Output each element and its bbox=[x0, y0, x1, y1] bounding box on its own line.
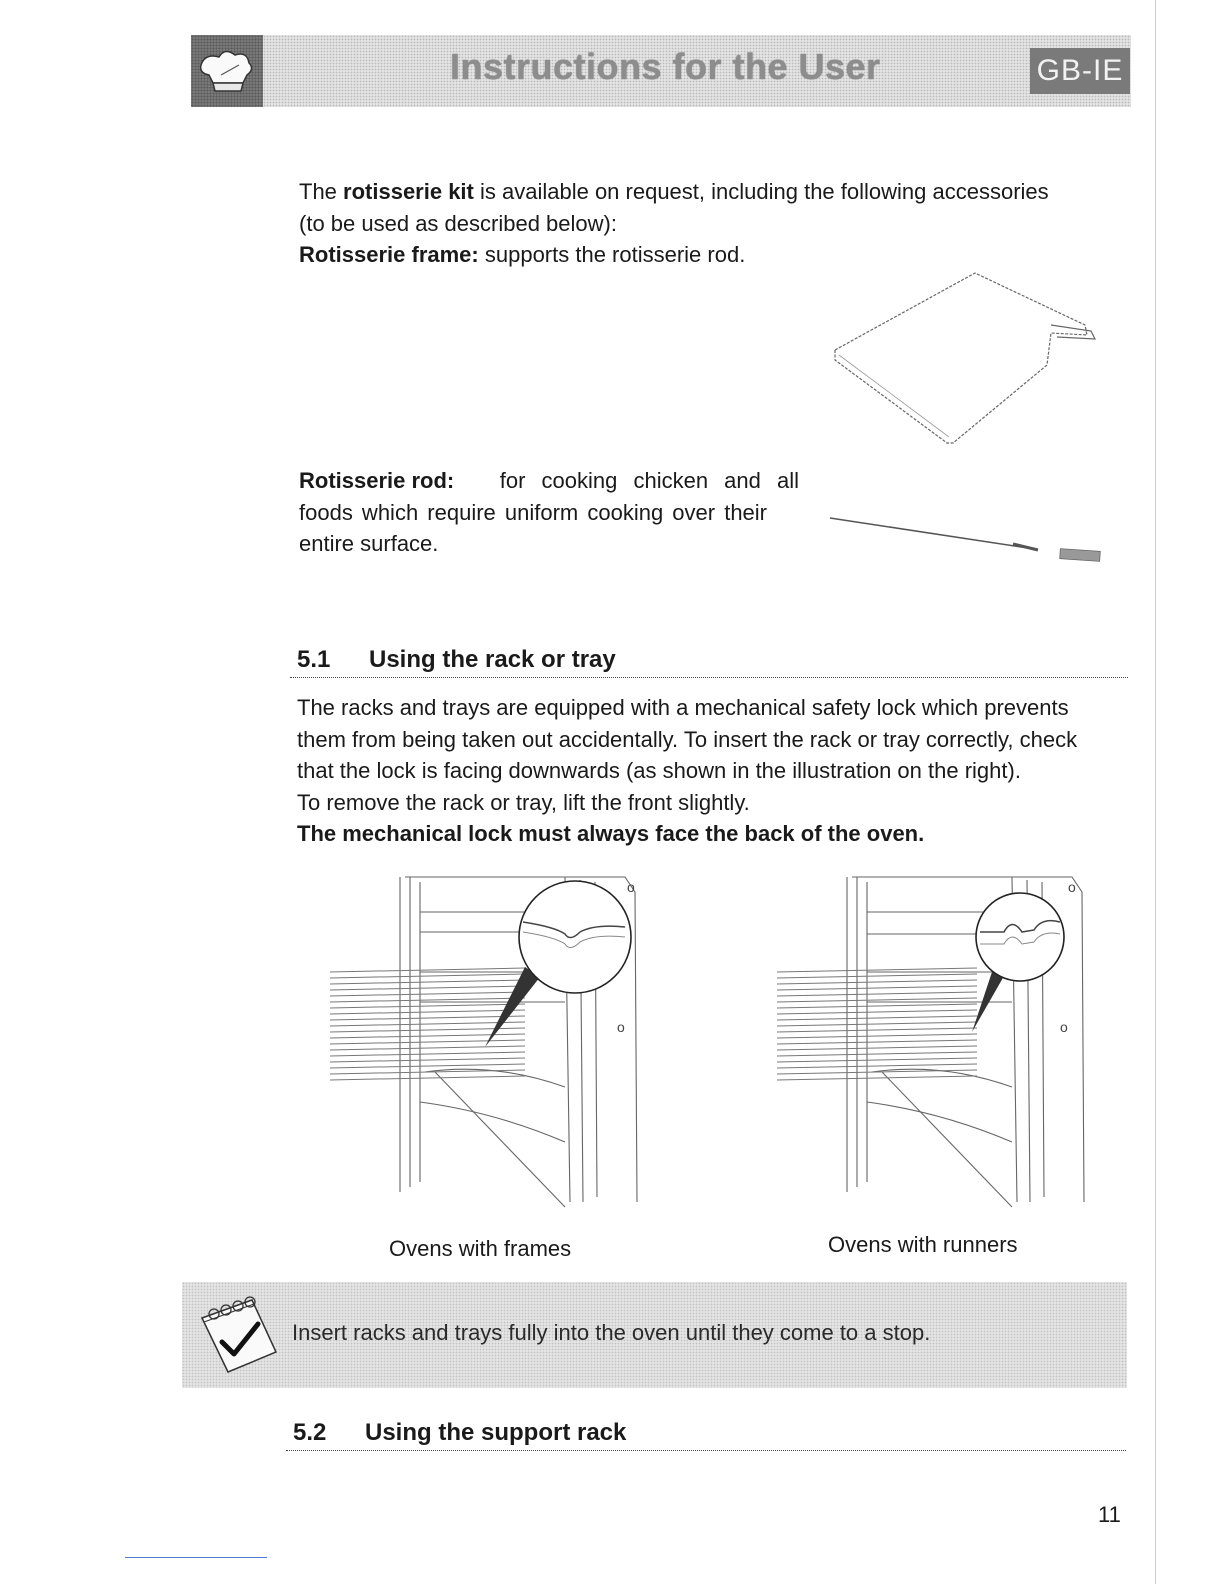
note-text: Insert racks and trays fully into the oven until they come to a stop. bbox=[292, 1320, 931, 1345]
oven-with-runners-illustration bbox=[772, 872, 1102, 1217]
section-5-1-rule bbox=[290, 677, 1128, 678]
rotisserie-rod-illustration bbox=[828, 510, 1108, 570]
intro-paragraph bbox=[299, 176, 1139, 271]
intro-text: The bbox=[299, 179, 344, 204]
section-number: 5.1 bbox=[297, 646, 331, 673]
rod-text-3: entire surface. bbox=[299, 531, 439, 556]
section-5-2-rule bbox=[286, 1450, 1126, 1451]
body-line-3: that the lock is facing downwards (as shown in the illustration on the right). bbox=[297, 758, 1021, 783]
chef-hat-icon bbox=[191, 35, 263, 107]
caption-ovens-with-frames: Ovens with frames bbox=[389, 1236, 572, 1261]
svg-text:o: o bbox=[1060, 1019, 1068, 1035]
footer-link-underline bbox=[125, 1557, 267, 1558]
language-badge: GB-IE bbox=[1030, 48, 1130, 94]
body-line-4: To remove the rack or tray, lift the front slightly. bbox=[297, 789, 750, 815]
section-title: Using the rack or tray bbox=[369, 646, 616, 673]
section-5-1-body bbox=[297, 692, 1147, 850]
intro-text-cont: is available on request, including the following accessories bbox=[473, 179, 1049, 204]
svg-text:o: o bbox=[1068, 879, 1076, 895]
section-title: Using the support rack bbox=[365, 1419, 627, 1446]
frame-text: supports the rotisserie rod. bbox=[478, 242, 746, 267]
page-number: 11 bbox=[1098, 1502, 1121, 1527]
rod-text-1: for cooking chicken and all bbox=[483, 468, 799, 493]
svg-text:o: o bbox=[617, 1019, 625, 1035]
section-number: 5.2 bbox=[293, 1419, 327, 1446]
rotisserie-frame-illustration bbox=[825, 265, 1105, 455]
notepad-check-icon bbox=[192, 1290, 284, 1378]
body-line-1: The racks and trays are equipped with a mechanical safety lock which prevents bbox=[297, 695, 1069, 720]
intro-bold-term: rotisserie kit bbox=[343, 179, 474, 204]
section-5-1-heading bbox=[297, 645, 616, 675]
page-header-title: Instructions for the User bbox=[450, 46, 881, 87]
section-5-2-heading bbox=[293, 1418, 626, 1448]
rod-paragraph bbox=[299, 465, 799, 560]
frame-label: Rotisserie frame: bbox=[299, 242, 479, 267]
intro-line-2: (to be used as described below): bbox=[299, 210, 617, 236]
svg-text:o: o bbox=[627, 879, 635, 895]
oven-with-frames-illustration bbox=[325, 872, 655, 1217]
page-edge-line bbox=[1155, 0, 1156, 1584]
rod-text-2: foods which require uniform cooking over their bbox=[299, 499, 768, 525]
body-line-2: them from being taken out accidentally. To insert the rack or tray correctly, check bbox=[297, 726, 1078, 752]
caption-ovens-with-runners: Ovens with runners bbox=[828, 1232, 1018, 1257]
rod-label: Rotisserie rod: bbox=[299, 468, 455, 493]
safety-warning: The mechanical lock must always face the back of the oven. bbox=[297, 821, 925, 846]
